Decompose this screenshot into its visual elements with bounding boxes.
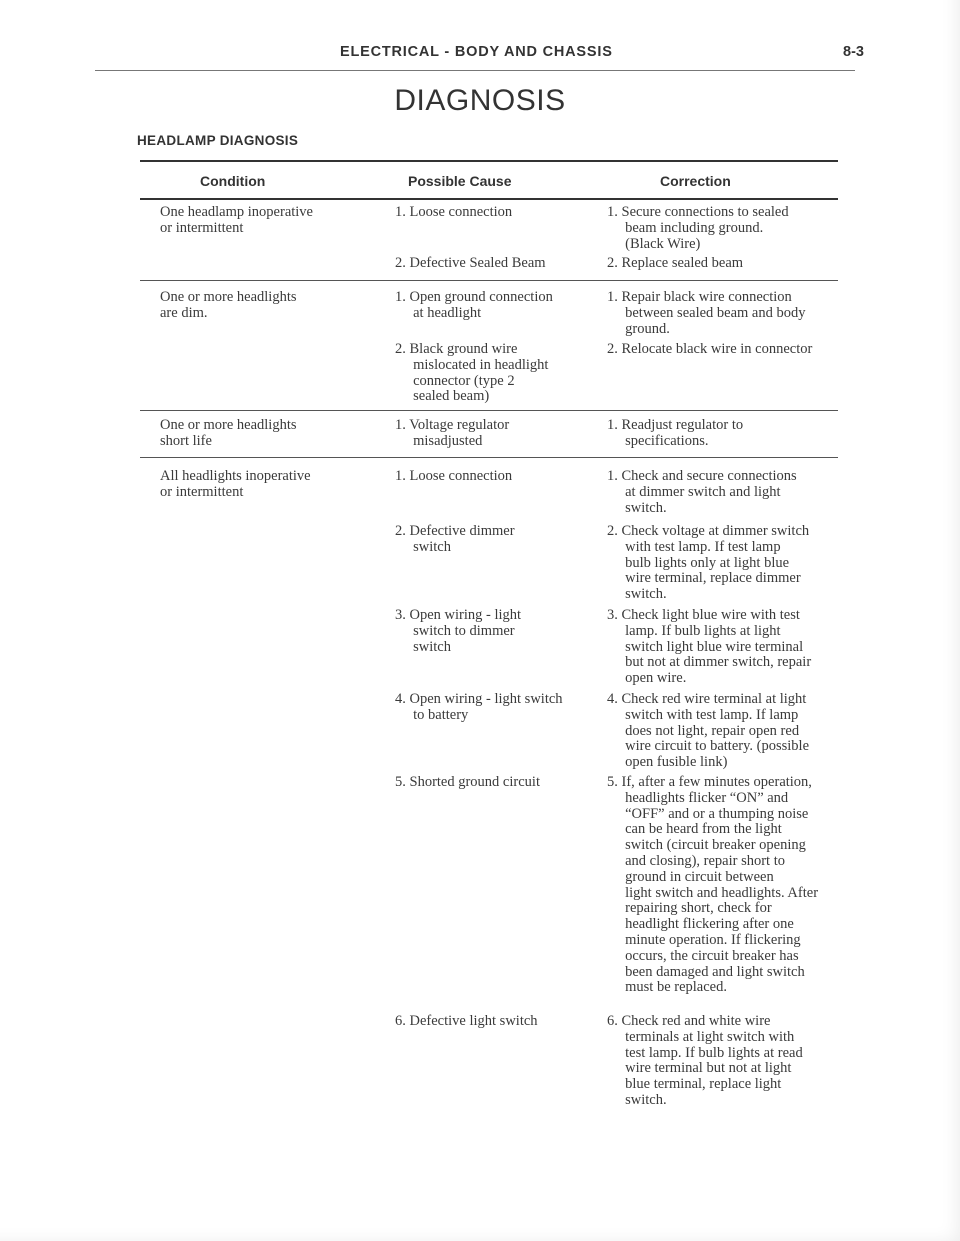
cause-cell: 6. Defective light switch xyxy=(395,1013,538,1029)
correction-cell: 5. If, after a few minutes operation, headlights flicker “ON” and “OFF” and or a thumping noise can be heard from the light switch (circuit breaker opening and closing), repair short to ground in circuit between light switch and headlights. After repairing short, check for headlight flickering after one minute operation. If flickering occurs, the circuit breaker has been damaged and light switch must be replaced. xyxy=(607,774,819,996)
cause-cell: 1. Voltage regulator misadjusted xyxy=(395,417,510,449)
correction-cell: 3. Check light blue wire with test lamp. If bulb lights at light switch light blue wire terminal but not at dimmer switch, repair open wire. xyxy=(607,607,812,687)
cause-cell: 2. Defective Sealed Beam xyxy=(395,255,546,271)
page-title: DIAGNOSIS xyxy=(394,84,566,117)
cause-cell: 5. Shorted ground circuit xyxy=(395,774,540,790)
row-divider xyxy=(140,280,838,281)
correction-cell: 6. Check red and white wire terminals at light switch with test lamp. If bulb lights at read wire terminal but not at light blue terminal, replace light switch. xyxy=(607,1013,803,1108)
condition-cell: One or more headlights short life xyxy=(160,417,297,449)
cause-cell: 4. Open wiring - light switch to battery xyxy=(395,691,563,723)
header-rule xyxy=(95,70,855,71)
correction-cell: 2. Relocate black wire in connector xyxy=(607,341,813,357)
section-title: HEADLAMP DIAGNOSIS xyxy=(137,133,299,148)
cause-cell: 1. Loose connection xyxy=(395,468,513,484)
condition-cell: One headlamp inoperative or intermittent xyxy=(160,204,313,236)
correction-cell: 2. Replace sealed beam xyxy=(607,255,744,271)
correction-cell: 1. Readjust regulator to specifications. xyxy=(607,417,744,449)
cause-cell: 2. Defective dimmer switch xyxy=(395,523,515,555)
cause-cell: 2. Black ground wire mislocated in headlight connector (type 2 sealed beam) xyxy=(395,341,549,405)
cause-cell: 1. Open ground connection at headlight xyxy=(395,289,553,321)
page-number: 8-3 xyxy=(843,44,864,60)
column-header-cause: Possible Cause xyxy=(408,173,512,189)
correction-cell: 1. Secure connections to sealed beam including ground. (Black Wire) xyxy=(607,204,789,252)
table-header-rule xyxy=(140,198,838,200)
cause-cell: 3. Open wiring - light switch to dimmer switch xyxy=(395,607,522,655)
column-header-condition: Condition xyxy=(200,173,266,189)
table-top-rule xyxy=(140,160,838,162)
column-header-correction: Correction xyxy=(660,173,731,189)
correction-cell: 1. Check and secure connections at dimmer switch and light switch. xyxy=(607,468,797,516)
cause-cell: 1. Loose connection xyxy=(395,204,513,220)
correction-cell: 2. Check voltage at dimmer switch with test lamp. If test lamp bulb lights only at light blue wire terminal, replace dimmer switch. xyxy=(607,523,810,603)
running-title: ELECTRICAL - BODY AND CHASSIS xyxy=(340,44,613,60)
correction-cell: 1. Repair black wire connection between sealed beam and body ground. xyxy=(607,289,806,337)
row-divider xyxy=(140,410,838,411)
condition-cell: One or more headlights are dim. xyxy=(160,289,297,321)
correction-cell: 4. Check red wire terminal at light switch with test lamp. If lamp does not light, repair open red wire circuit to battery. (possible open fusible link) xyxy=(607,691,810,771)
row-divider xyxy=(140,457,838,458)
condition-cell: All headlights inoperative or intermittent xyxy=(160,468,311,500)
